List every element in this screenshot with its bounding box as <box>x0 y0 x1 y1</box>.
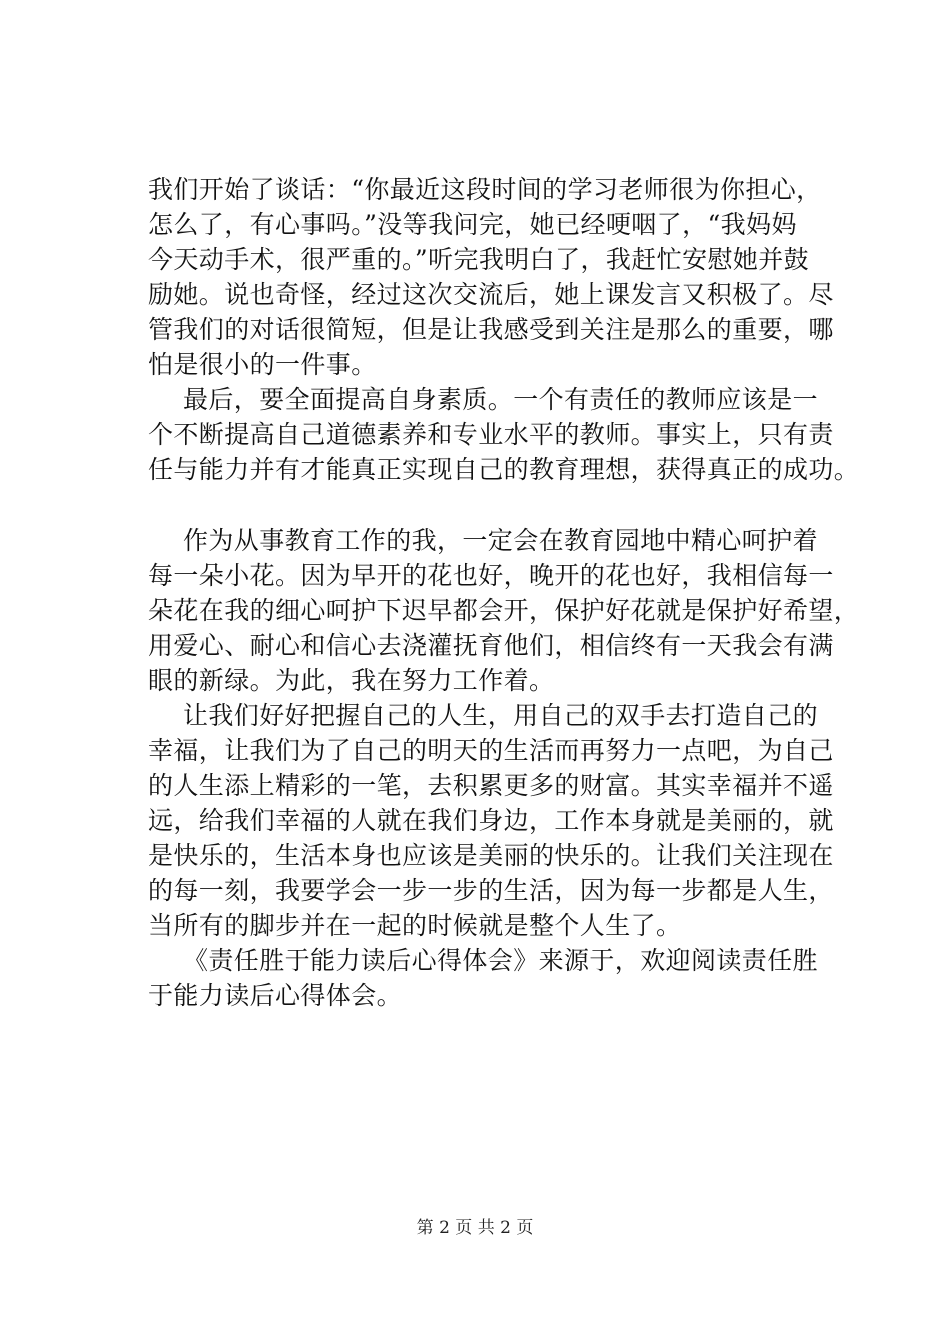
text-line: 朵花在我的细心呵护下迟早都会开，保护好花就是保护好希望， <box>148 596 860 625</box>
text-line: 让我们好好把握自己的人生，用自己的双手去打造自己的 <box>183 701 819 730</box>
text-line: 励她。说也奇怪，经过这次交流后，她上课发言又积极了。尽 <box>148 280 834 309</box>
paragraph <box>148 172 848 382</box>
text-line: 幸福，让我们为了自己的明天的生活而再努力一点吧，为自己 <box>148 736 834 765</box>
text-line: 眼的新绿。为此，我在努力工作着。 <box>148 666 555 695</box>
text-line: 用爱心、耐心和信心去浇灌抚育他们，相信终有一天我会有满 <box>148 631 834 660</box>
paragraph <box>148 523 860 698</box>
text-line: 怎么了，有心事吗。”没等我问完，她已经哽咽了，“我妈妈 <box>148 210 797 239</box>
text-line: 任与能力并有才能真正实现自己的教育理想，获得真正的成功。 <box>148 455 860 484</box>
text-line: 管我们的对话很简短，但是让我感受到关注是那么的重要，哪 <box>148 315 834 344</box>
paragraph-gap <box>148 487 848 523</box>
text-line: 的人生添上精彩的一笔，去积累更多的财富。其实幸福并不遥 <box>148 771 834 800</box>
text-line: 于能力读后心得体会。 <box>148 981 403 1010</box>
text-line: 作为从事教育工作的我，一定会在教育园地中精心呵护着 <box>183 526 819 555</box>
text-line: 今天动手术，很严重的。”听完我明白了，我赶忙安慰她并鼓 <box>148 245 810 274</box>
text-line: 我们开始了谈话：“你最近这段时间的学习老师很为你担心， <box>148 175 822 204</box>
page-number-footer: 第 2 页 共 2 页 <box>416 1218 534 1238</box>
text-line: 《责任胜于能力读后心得体会》来源于，欢迎阅读责任胜 <box>183 946 819 975</box>
text-line: 的每一刻，我要学会一步一步的生活，因为每一步都是人生， <box>148 876 834 905</box>
text-line: 每一朵小花。因为早开的花也好，晚开的花也好，我相信每一 <box>148 561 834 590</box>
text-line: 最后，要全面提高自身素质。一个有责任的教师应该是一 <box>183 385 819 414</box>
paragraph <box>148 382 860 487</box>
text-line: 是快乐的，生活本身也应该是美丽的快乐的。让我们关注现在 <box>148 841 834 870</box>
text-line: 个不断提高自己道德素养和专业水平的教师。事实上，只有责 <box>148 420 834 449</box>
text-line: 远，给我们幸福的人就在我们身边，工作本身就是美丽的，就 <box>148 806 834 835</box>
paragraph <box>148 698 848 943</box>
document-body <box>148 172 860 1013</box>
text-line: 怕是很小的一件事。 <box>148 350 377 379</box>
paragraph <box>148 943 848 1013</box>
text-line: 当所有的脚步并在一起的时候就是整个人生了。 <box>148 911 682 940</box>
